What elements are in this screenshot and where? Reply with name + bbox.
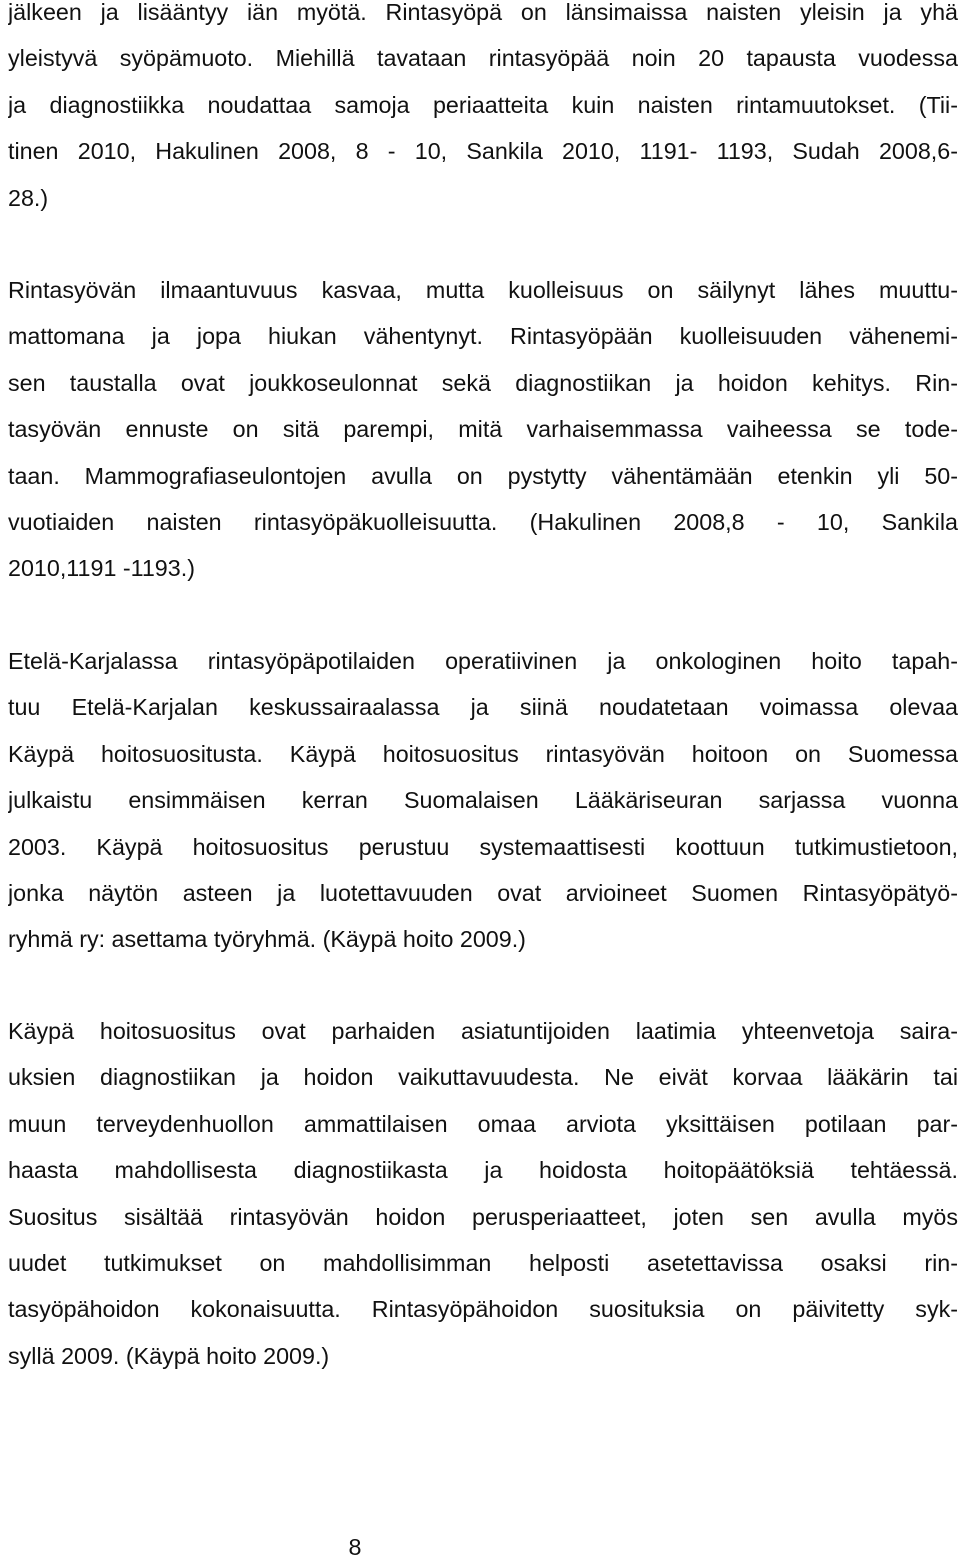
paragraph-2 [8,267,958,592]
text-line: ja diagnostiikka noudattaa samoja periaatteita kuin naisten rintamuutokset. (Tii- [8,91,958,118]
text-line: uksien diagnostiikan ja hoidon vaikuttavuudesta. Ne eivät korvaa lääkärin tai [8,1064,958,1091]
text-line: haasta mahdollisesta diagnostiikasta ja hoidosta hoitopäätöksiä tehtäessä. [8,1157,958,1184]
text-line: julkaistu ensimmäisen kerran Suomalaisen Lääkäriseuran sarjassa vuonna [8,787,958,814]
text-line: jälkeen ja lisääntyy iän myötä. Rintasyöpä on länsimaissa naisten yleisin ja yhä [8,0,958,25]
text-line: 2010,1191 -1193.) [8,555,195,582]
text-line: muun terveydenhuollon ammattilaisen omaa arviota yksittäisen potilaan par- [8,1110,958,1137]
paragraph-4 [8,1008,958,1379]
text-line: yleistyvä syöpämuoto. Miehillä tavataan rintasyöpää noin 20 tapausta vuodessa [8,45,958,72]
text-line: Rintasyövän ilmaantuvuus kasvaa, mutta kuolleisuus on säilynyt lähes muuttu- [8,277,958,303]
text-line: ryhmä ry: asettama työryhmä. (Käypä hoito 2009.) [8,926,526,953]
text-line: jonka näytön asteen ja luotettavuuden ovat arvioineet Suomen Rintasyöpätyö- [8,879,958,906]
page-number: 8 [348,1534,362,1560]
text-line: Suositus sisältää rintasyövän hoidon perusperiaatteet, joten sen avulla myös [8,1203,958,1230]
text-line: mattomana ja jopa hiukan vähentynyt. Rintasyöpään kuolleisuuden vähenemi- [8,323,958,350]
paragraph-3 [8,638,958,963]
text-line: Käypä hoitosuositus ovat parhaiden asiatuntijoiden laatimia yhteenvetoja saira- [8,1018,958,1044]
text-line: 28.) [8,184,49,211]
text-line: taan. Mammografiaseulontojen avulla on pystytty vähentämään etenkin yli 50- [8,462,958,489]
text-line: 2003. Käypä hoitosuositus perustuu systemaattisesti koottuun tutkimustietoon, [8,833,958,860]
text-line: syllä 2009. (Käypä hoito 2009.) [8,1342,330,1369]
text-line: Etelä-Karjalassa rintasyöpäpotilaiden operatiivinen ja onkologinen hoito tapah- [8,648,958,674]
text-line: vuotiaiden naisten rintasyöpäkuolleisuutta. (Hakulinen 2008,8 - 10, Sankila [8,508,958,535]
text-line: tuu Etelä-Karjalan keskussairaalassa ja siinä noudatetaan voimassa olevaa [8,694,958,721]
text-line: tasyöpähoidon kokonaisuutta. Rintasyöpähoidon suosituksia on päivitetty syk- [8,1296,958,1323]
paragraph-1 [8,0,958,221]
text-line: uudet tutkimukset on mahdollisimman helposti asetettavissa osaksi rin- [8,1249,958,1276]
text-line: Käypä hoitosuositusta. Käypä hoitosuositus rintasyövän hoitoon on Suomessa [8,740,958,767]
text-line: tinen 2010, Hakulinen 2008, 8 - 10, Sankila 2010, 1191- 1193, Sudah 2008,6- [8,138,958,165]
text-line: tasyövän ennuste on sitä parempi, mitä varhaisemmassa vaiheessa se tode- [8,416,958,443]
text-line: sen taustalla ovat joukkoseulonnat sekä diagnostiikan ja hoidon kehitys. Rin- [8,369,958,396]
